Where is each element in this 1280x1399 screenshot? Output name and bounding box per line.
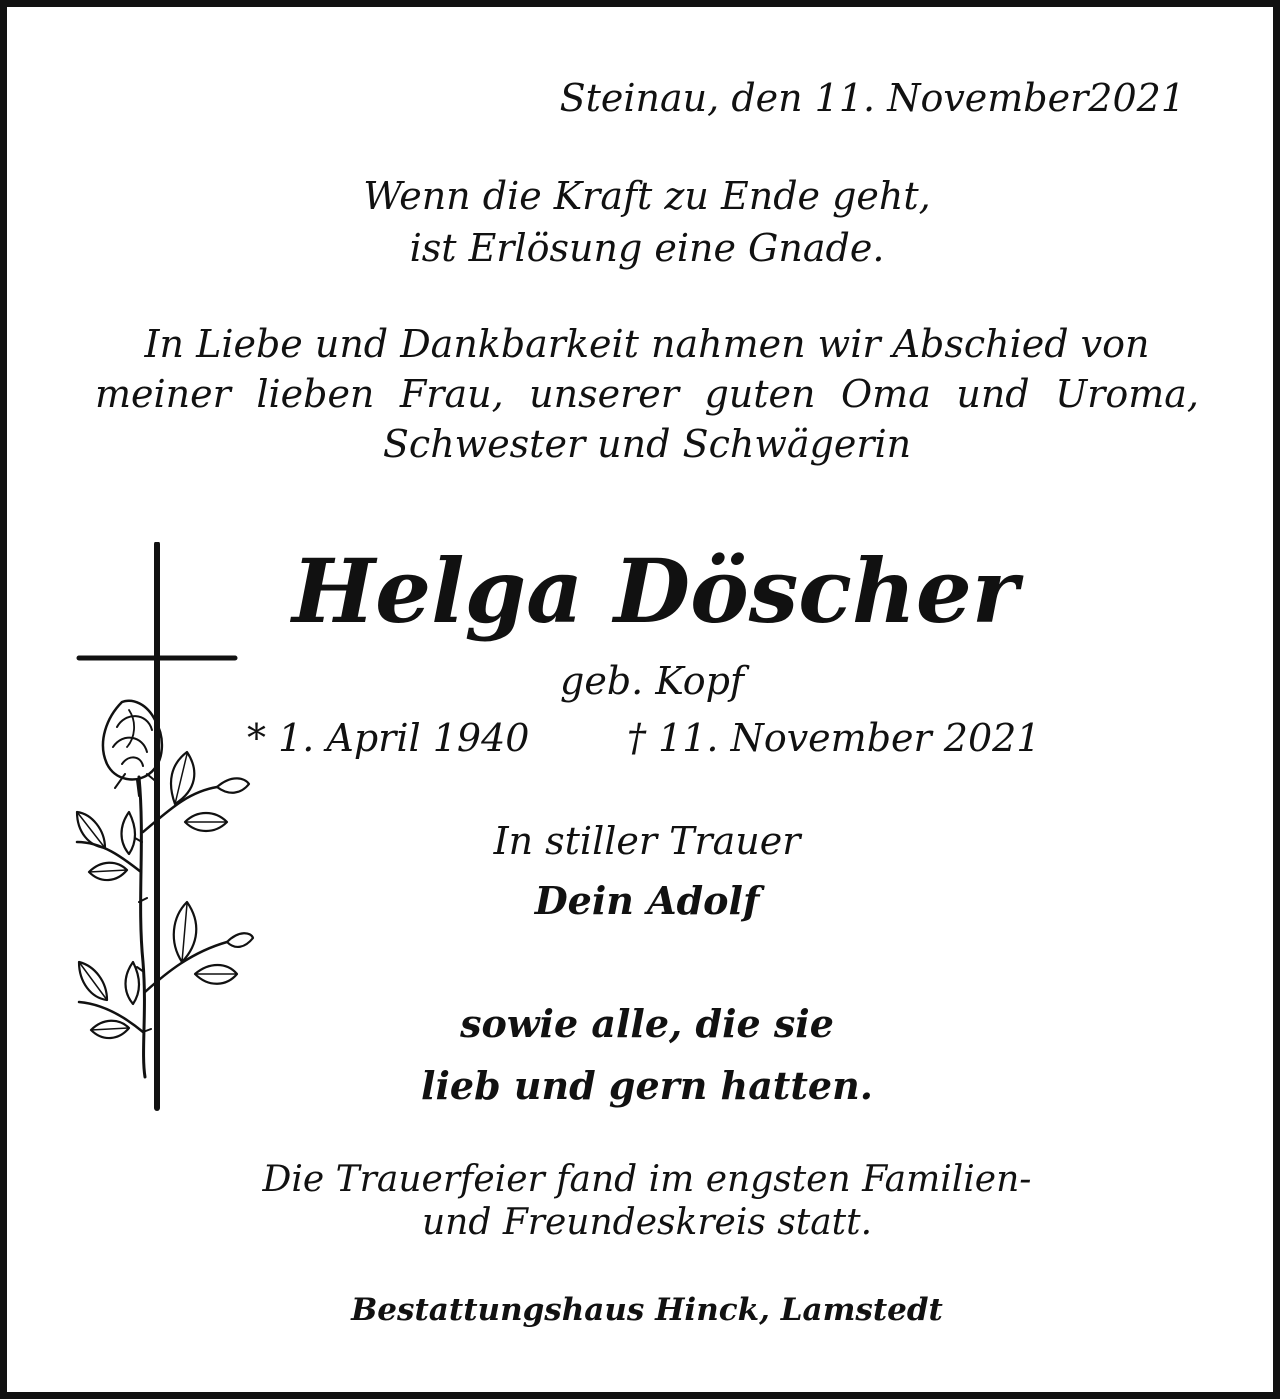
funeral-home: Bestattungshaus Hinck, Lamstedt [351,1292,943,1328]
signer-name: Dein Adolf [534,878,760,923]
motto-line-1: Wenn die Kraft zu Ende geht, [363,174,931,218]
motto-line-2: ist Erlösung eine Gnade. [409,226,885,270]
death-date: † 11. November 2021 [627,716,1041,760]
mourning-line: In stiller Trauer [493,819,801,863]
place-date: Steinau, den 11. November2021 [559,76,1185,120]
intro-line-3: Schwester und Schwägerin [382,422,912,466]
ceremony-line-2: und Freundeskreis statt. [421,1202,873,1243]
others-line-1: sowie alle, die sie [460,1001,834,1046]
intro-line-2: meiner lieben Frau, unserer guten Oma und Uroma, [95,372,1199,416]
others-line-2: lieb und gern hatten. [421,1063,873,1108]
intro-line-1: In Liebe und Dankbarkeit nahmen wir Abschied von [144,322,1150,366]
maiden-name: geb. Kopf [560,659,744,703]
birth-date: * 1. April 1940 [247,716,530,760]
deceased-name: Helga Döscher [292,539,1019,643]
ceremony-line-1: Die Trauerfeier fand im engsten Familien- [262,1159,1032,1200]
